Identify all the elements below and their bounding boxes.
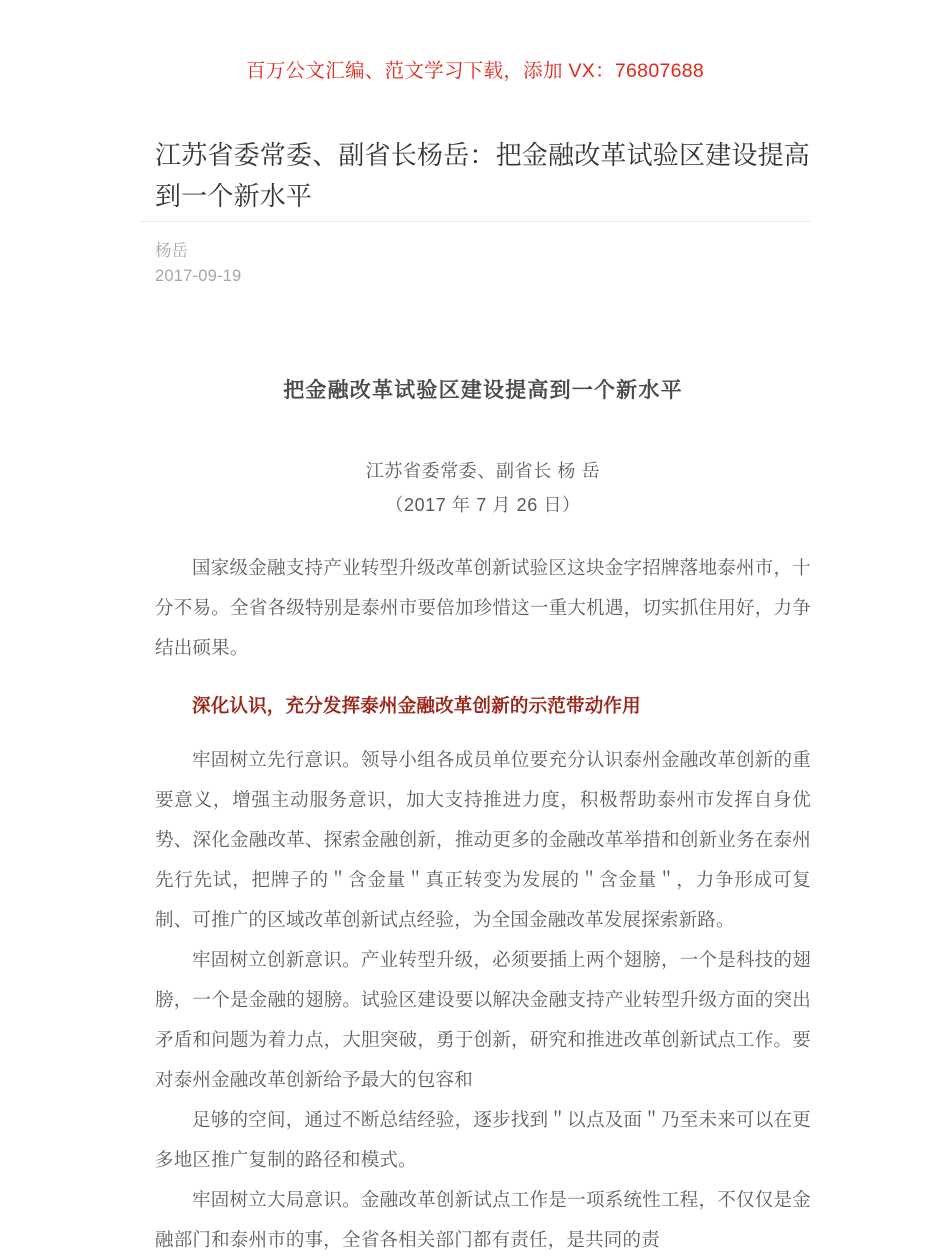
body-paragraph: 牢固树立创新意识。产业转型升级，必须要插上两个翅膀，一个是科技的翅膀，一个是金融的翅膀。试验区建设要以解决金融支持产业转型升级方面的突出矛盾和问题为着力点，大胆突破，勇于创新，研究和推进改革创新试点工作。要对泰州金融改革创新给予最大的包容和 — [155, 949, 811, 1090]
document-heading: 把金融改革试验区建设提高到一个新水平 — [283, 379, 683, 402]
document-byline: 江苏省委常委、副省长 杨 岳 — [365, 461, 601, 481]
document-body — [155, 376, 811, 1260]
article-meta — [155, 239, 241, 289]
body-paragraph: 国家级金融支持产业转型升级改革创新试验区这块金字招牌落地泰州市，十分不易。全省各级特别是泰州市要倍加珍惜这一重大机遇，切实抓住用好，力争结出硕果。 — [155, 557, 811, 658]
article-author: 杨岳 — [155, 242, 188, 260]
body-paragraph: 牢固树立大局意识。金融改革创新试点工作是一项系统性工程，不仅仅是金融部门和泰州市的事，全省各相关部门都有责任，是共同的责 — [155, 1189, 811, 1250]
promo-banner-text: 百万公文汇编、范文学习下载，添加 VX：76807688 — [245, 60, 705, 82]
body-paragraph: 牢固树立先行意识。领导小组各成员单位要充分认识泰州金融改革创新的重要意义，增强主动服务意识，加大支持推进力度，积极帮助泰州市发挥自身优势、深化金融改革、探索金融创新，推动更多的金融改革举措和创新业务在泰州先行先试，把牌子的＂含金量＂真正转变为发展的＂含金量＂，力争形成可复制、可推广的区域改革创新试点经验，为全国金融改革发展探索新路。 — [155, 749, 811, 930]
body-paragraph: 足够的空间，通过不断总结经验，逐步找到＂以点及面＂乃至未来可以在更多地区推广复制的路径和模式。 — [155, 1109, 811, 1170]
header-divider — [139, 221, 811, 222]
article-date: 2017-09-19 — [155, 267, 242, 285]
article-header — [155, 135, 811, 217]
document-paragraph-list — [155, 548, 811, 1260]
page-title: 江苏省委常委、副省长杨岳：把金融改革试验区建设提高到一个新水平 — [155, 140, 811, 211]
document-date: （2017 年 7 月 26 日） — [385, 495, 581, 515]
section-heading: 深化认识，充分发挥泰州金融改革创新的示范带动作用 — [192, 695, 641, 716]
